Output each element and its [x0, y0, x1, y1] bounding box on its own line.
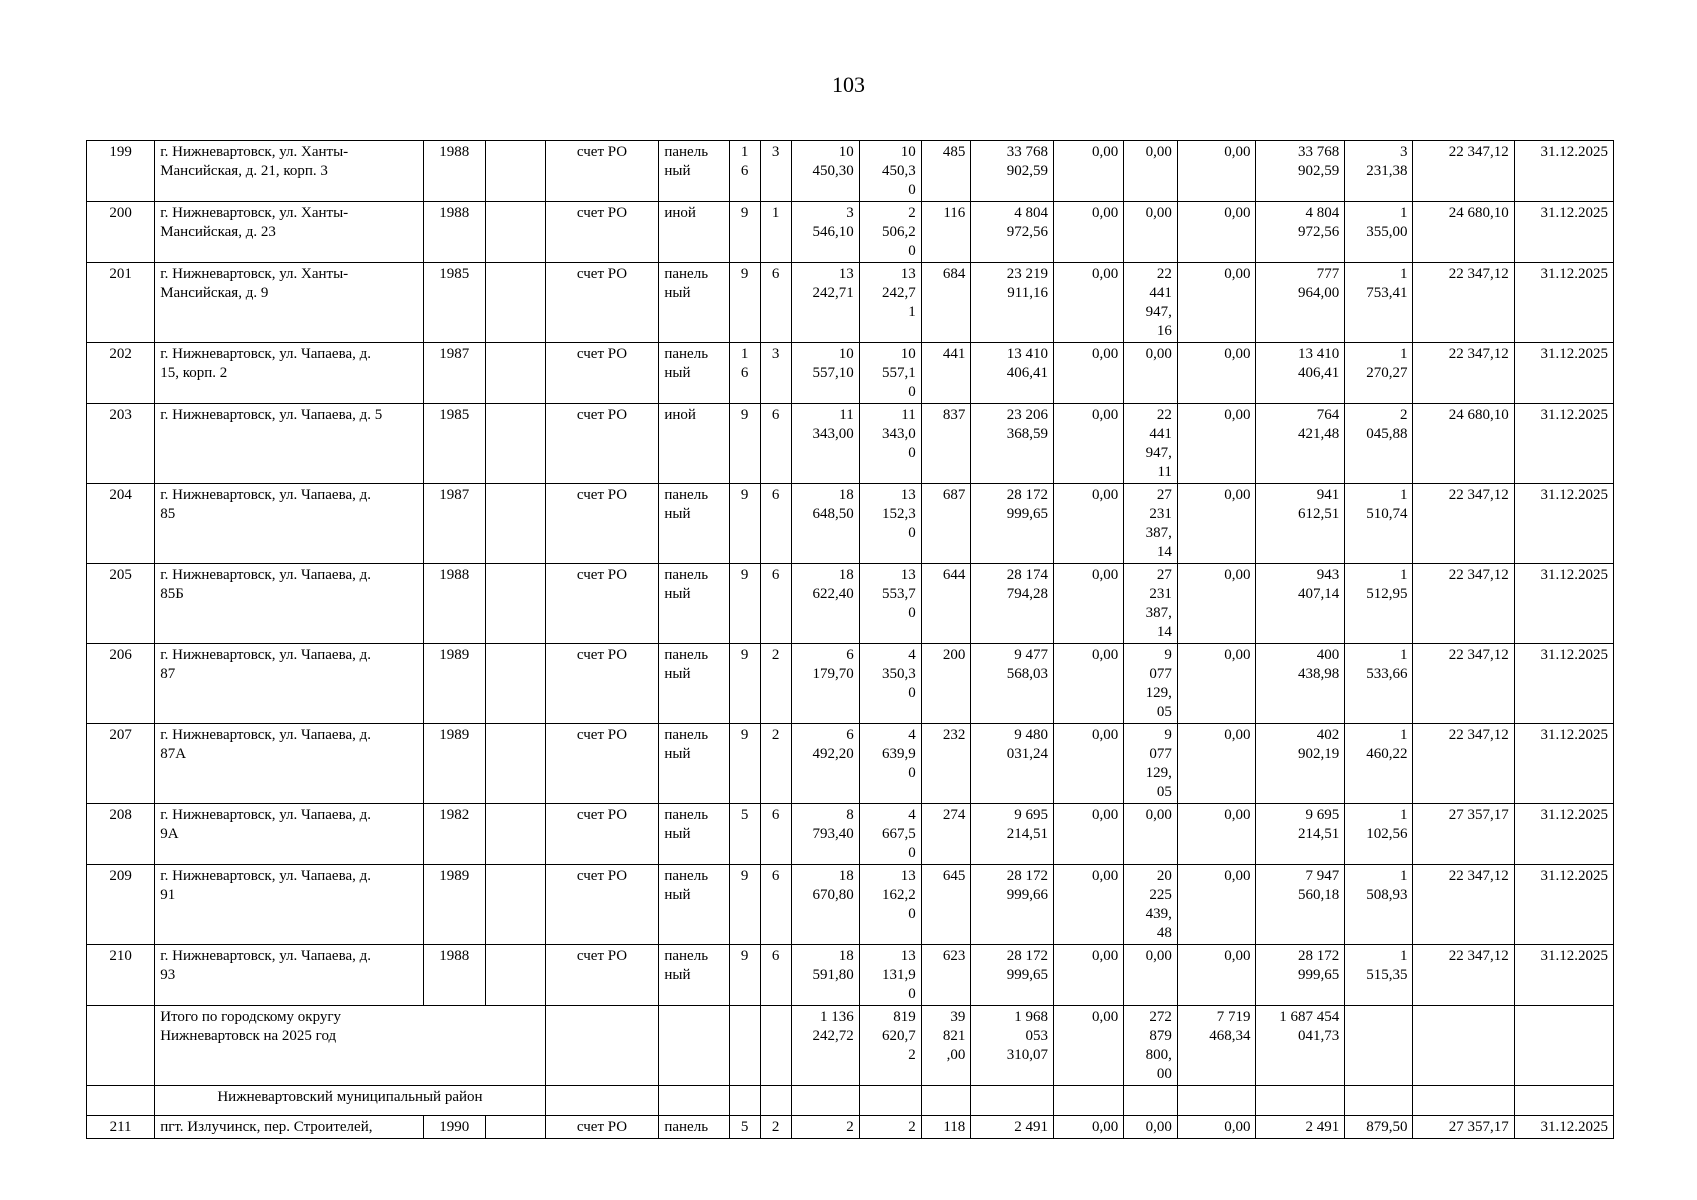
fund-method-cell — [545, 1006, 659, 1086]
floors-cell — [729, 1006, 760, 1086]
address-cell: г. Нижневартовск, ул. Ханты- Мансийская, д. 23 — [155, 202, 424, 263]
total-area-cell: 13 242,71 — [791, 263, 859, 343]
residents-cell: 684 — [921, 263, 971, 343]
total-cost-cell: 23 206 368,59 — [971, 404, 1054, 484]
address-cell: г. Нижневартовск, ул. Чапаева, д. 5 — [155, 404, 424, 484]
empty-cell — [485, 484, 545, 564]
total-row — [87, 1006, 1614, 1086]
total-area-cell: 1 136 242,72 — [791, 1006, 859, 1086]
residents-cell: 118 — [921, 1116, 971, 1139]
empty-cell — [1413, 1086, 1514, 1116]
entrances-cell: 2 — [760, 724, 791, 804]
cost-col-1-cell: 0,00 — [1053, 1116, 1123, 1139]
empty-cell — [485, 343, 545, 404]
residents-cell: 485 — [921, 141, 971, 202]
address-cell: г. Нижневартовск, ул. Чапаева, д. 87А — [155, 724, 424, 804]
living-area-cell: 10 450,3 0 — [859, 141, 921, 202]
residents-cell: 39 821 ,00 — [921, 1006, 971, 1086]
cost-col-1-cell: 0,00 — [1053, 263, 1123, 343]
row-number-cell: 211 — [87, 1116, 155, 1139]
total-cost-cell: 33 768 902,59 — [971, 141, 1054, 202]
housing-registry-table — [86, 140, 1614, 1139]
living-area-cell: 4 667,5 0 — [859, 804, 921, 865]
living-area-cell: 2 506,2 0 — [859, 202, 921, 263]
cost-col-3-cell: 0,00 — [1177, 343, 1256, 404]
cost-col-3-cell: 0,00 — [1177, 484, 1256, 564]
residents-cell: 837 — [921, 404, 971, 484]
total-area-cell: 2 — [791, 1116, 859, 1139]
cost-col-1-cell: 0,00 — [1053, 484, 1123, 564]
empty-cell — [1177, 1086, 1256, 1116]
wall-material-cell: панель ный — [659, 724, 729, 804]
address-cell: пгт. Излучинск, пер. Строителей, — [155, 1116, 424, 1139]
cost-col-2-cell: 20 225 439, 48 — [1124, 865, 1178, 945]
cost-col-1-cell: 0,00 — [1053, 945, 1123, 1006]
address-cell: г. Нижневартовск, ул. Чапаева, д. 85Б — [155, 564, 424, 644]
year-cell: 1982 — [423, 804, 485, 865]
empty-cell — [1053, 1086, 1123, 1116]
total-area-cell: 18 622,40 — [791, 564, 859, 644]
cost-col-1-cell: 0,00 — [1053, 141, 1123, 202]
total-area-cell: 3 546,10 — [791, 202, 859, 263]
cost-col-2-cell: 0,00 — [1124, 1116, 1178, 1139]
empty-cell — [659, 1086, 729, 1116]
cost-per-m2-cell: 1 510,74 — [1345, 484, 1413, 564]
row-number-cell: 206 — [87, 644, 155, 724]
empty-cell — [1514, 1086, 1613, 1116]
residents-cell: 687 — [921, 484, 971, 564]
table-row — [87, 404, 1614, 484]
cost-col-2-cell: 22 441 947, 11 — [1124, 404, 1178, 484]
residents-cell: 645 — [921, 865, 971, 945]
floors-cell: 9 — [729, 263, 760, 343]
cost-col-4-cell: 9 695 214,51 — [1256, 804, 1345, 865]
empty-cell — [921, 1086, 971, 1116]
table-row — [87, 804, 1614, 865]
wall-material-cell: панель ный — [659, 141, 729, 202]
wall-material-cell: панель — [659, 1116, 729, 1139]
table-row — [87, 564, 1614, 644]
fund-method-cell: счет РО — [545, 865, 659, 945]
row-number-cell: 201 — [87, 263, 155, 343]
fund-method-cell: счет РО — [545, 343, 659, 404]
row-number-cell: 199 — [87, 141, 155, 202]
wall-material-cell: панель ный — [659, 343, 729, 404]
empty-cell — [1256, 1086, 1345, 1116]
total-area-cell: 11 343,00 — [791, 404, 859, 484]
address-cell: г. Нижневартовск, ул. Чапаева, д. 87 — [155, 644, 424, 724]
empty-cell — [485, 564, 545, 644]
residents-cell: 200 — [921, 644, 971, 724]
table-row — [87, 945, 1614, 1006]
deadline-date-cell: 31.12.2025 — [1514, 343, 1613, 404]
wall-material-cell: панель ный — [659, 865, 729, 945]
table-row — [87, 141, 1614, 202]
cost-col-4-cell: 7 947 560,18 — [1256, 865, 1345, 945]
cost-col-1-cell: 0,00 — [1053, 202, 1123, 263]
floors-cell: 5 — [729, 1116, 760, 1139]
total-cost-cell: 9 480 031,24 — [971, 724, 1054, 804]
fund-method-cell: счет РО — [545, 804, 659, 865]
floors-cell: 9 — [729, 564, 760, 644]
deadline-date-cell: 31.12.2025 — [1514, 141, 1613, 202]
residents-cell: 232 — [921, 724, 971, 804]
fund-method-cell: счет РО — [545, 404, 659, 484]
cost-col-3-cell: 0,00 — [1177, 141, 1256, 202]
year-cell: 1989 — [423, 865, 485, 945]
wall-material-cell: панель ный — [659, 804, 729, 865]
deadline-date-cell — [1514, 1006, 1613, 1086]
floors-cell: 1 6 — [729, 343, 760, 404]
row-number-cell: 205 — [87, 564, 155, 644]
wall-material-cell — [659, 1006, 729, 1086]
living-area-cell: 2 — [859, 1116, 921, 1139]
empty-cell — [485, 945, 545, 1006]
total-label-cell: Итого по городскому округу Нижневартовск на 2025 год — [155, 1006, 546, 1086]
table-row — [87, 1116, 1614, 1139]
cost-col-3-cell: 0,00 — [1177, 404, 1256, 484]
cost-col-4-cell: 941 612,51 — [1256, 484, 1345, 564]
cost-col-4-cell: 13 410 406,41 — [1256, 343, 1345, 404]
residents-cell: 623 — [921, 945, 971, 1006]
empty-cell — [485, 724, 545, 804]
fund-method-cell: счет РО — [545, 263, 659, 343]
cost-per-m2-cell: 2 045,88 — [1345, 404, 1413, 484]
table-row — [87, 865, 1614, 945]
empty-cell — [859, 1086, 921, 1116]
fund-method-cell: счет РО — [545, 202, 659, 263]
cost-col-2-cell: 272 879 800, 00 — [1124, 1006, 1178, 1086]
empty-cell — [485, 263, 545, 343]
limit-cost-cell: 22 347,12 — [1413, 945, 1514, 1006]
limit-cost-cell: 27 357,17 — [1413, 804, 1514, 865]
fund-method-cell: счет РО — [545, 1116, 659, 1139]
cost-col-2-cell: 0,00 — [1124, 343, 1178, 404]
cost-col-4-cell: 777 964,00 — [1256, 263, 1345, 343]
cost-col-4-cell: 764 421,48 — [1256, 404, 1345, 484]
address-cell: г. Нижневартовск, ул. Чапаева, д. 15, корп. 2 — [155, 343, 424, 404]
year-cell: 1985 — [423, 404, 485, 484]
cost-col-2-cell: 22 441 947, 16 — [1124, 263, 1178, 343]
cost-per-m2-cell: 3 231,38 — [1345, 141, 1413, 202]
year-cell: 1989 — [423, 644, 485, 724]
living-area-cell: 819 620,7 2 — [859, 1006, 921, 1086]
empty-cell — [791, 1086, 859, 1116]
cost-col-2-cell: 27 231 387, 14 — [1124, 484, 1178, 564]
table-row — [87, 202, 1614, 263]
limit-cost-cell: 24 680,10 — [1413, 404, 1514, 484]
total-cost-cell: 23 219 911,16 — [971, 263, 1054, 343]
entrances-cell: 6 — [760, 804, 791, 865]
cost-col-2-cell: 9 077 129, 05 — [1124, 644, 1178, 724]
fund-method-cell: счет РО — [545, 564, 659, 644]
cost-col-4-cell: 2 491 — [1256, 1116, 1345, 1139]
address-cell: г. Нижневартовск, ул. Чапаева, д. 85 — [155, 484, 424, 564]
total-cost-cell: 1 968 053 310,07 — [971, 1006, 1054, 1086]
cost-col-4-cell: 943 407,14 — [1256, 564, 1345, 644]
entrances-cell: 3 — [760, 141, 791, 202]
year-cell: 1988 — [423, 945, 485, 1006]
deadline-date-cell: 31.12.2025 — [1514, 404, 1613, 484]
wall-material-cell: панель ный — [659, 564, 729, 644]
total-cost-cell: 28 172 999,65 — [971, 484, 1054, 564]
limit-cost-cell: 22 347,12 — [1413, 724, 1514, 804]
cost-per-m2-cell: 1 508,93 — [1345, 865, 1413, 945]
living-area-cell: 13 152,3 0 — [859, 484, 921, 564]
fund-method-cell: счет РО — [545, 484, 659, 564]
cost-col-3-cell: 0,00 — [1177, 804, 1256, 865]
limit-cost-cell: 22 347,12 — [1413, 564, 1514, 644]
address-cell: г. Нижневартовск, ул. Чапаева, д. 91 — [155, 865, 424, 945]
cost-per-m2-cell: 1 102,56 — [1345, 804, 1413, 865]
deadline-date-cell: 31.12.2025 — [1514, 202, 1613, 263]
limit-cost-cell: 22 347,12 — [1413, 263, 1514, 343]
fund-method-cell: счет РО — [545, 644, 659, 724]
fund-method-cell: счет РО — [545, 724, 659, 804]
living-area-cell: 13 553,7 0 — [859, 564, 921, 644]
limit-cost-cell: 22 347,12 — [1413, 141, 1514, 202]
living-area-cell: 11 343,0 0 — [859, 404, 921, 484]
total-cost-cell: 28 174 794,28 — [971, 564, 1054, 644]
cost-col-4-cell: 1 687 454 041,73 — [1256, 1006, 1345, 1086]
address-cell: г. Нижневартовск, ул. Ханты- Мансийская, д. 9 — [155, 263, 424, 343]
total-cost-cell: 13 410 406,41 — [971, 343, 1054, 404]
row-number-cell: 200 — [87, 202, 155, 263]
table-row — [87, 343, 1614, 404]
row-number-cell: 203 — [87, 404, 155, 484]
total-area-cell: 18 648,50 — [791, 484, 859, 564]
empty-cell — [545, 1086, 659, 1116]
cost-col-3-cell: 0,00 — [1177, 724, 1256, 804]
living-area-cell: 4 350,3 0 — [859, 644, 921, 724]
row-number-cell: 202 — [87, 343, 155, 404]
wall-material-cell: панель ный — [659, 644, 729, 724]
year-cell: 1988 — [423, 564, 485, 644]
cost-col-2-cell: 0,00 — [1124, 202, 1178, 263]
table-row — [87, 263, 1614, 343]
cost-col-1-cell: 0,00 — [1053, 644, 1123, 724]
empty-cell — [485, 644, 545, 724]
living-area-cell: 10 557,1 0 — [859, 343, 921, 404]
cost-col-3-cell: 0,00 — [1177, 865, 1256, 945]
limit-cost-cell: 22 347,12 — [1413, 484, 1514, 564]
total-area-cell: 10 557,10 — [791, 343, 859, 404]
wall-material-cell: иной — [659, 202, 729, 263]
living-area-cell: 4 639,9 0 — [859, 724, 921, 804]
total-cost-cell: 9 695 214,51 — [971, 804, 1054, 865]
total-area-cell: 8 793,40 — [791, 804, 859, 865]
table-row — [87, 724, 1614, 804]
living-area-cell: 13 162,2 0 — [859, 865, 921, 945]
empty-cell — [485, 1116, 545, 1139]
limit-cost-cell: 27 357,17 — [1413, 1116, 1514, 1139]
year-cell: 1988 — [423, 202, 485, 263]
row-number-cell: 209 — [87, 865, 155, 945]
cost-col-1-cell: 0,00 — [1053, 404, 1123, 484]
cost-per-m2-cell: 879,50 — [1345, 1116, 1413, 1139]
total-cost-cell: 28 172 999,65 — [971, 945, 1054, 1006]
cost-col-3-cell: 0,00 — [1177, 1116, 1256, 1139]
limit-cost-cell: 24 680,10 — [1413, 202, 1514, 263]
cost-per-m2-cell: 1 753,41 — [1345, 263, 1413, 343]
residents-cell: 116 — [921, 202, 971, 263]
cost-col-4-cell: 402 902,19 — [1256, 724, 1345, 804]
total-cost-cell: 9 477 568,03 — [971, 644, 1054, 724]
cost-per-m2-cell: 1 270,27 — [1345, 343, 1413, 404]
floors-cell: 9 — [729, 865, 760, 945]
cost-col-3-cell: 0,00 — [1177, 263, 1256, 343]
limit-cost-cell — [1413, 1006, 1514, 1086]
empty-cell — [729, 1086, 760, 1116]
residents-cell: 644 — [921, 564, 971, 644]
deadline-date-cell: 31.12.2025 — [1514, 804, 1613, 865]
empty-cell — [485, 141, 545, 202]
cost-col-1-cell: 0,00 — [1053, 343, 1123, 404]
address-cell: г. Нижневартовск, ул. Ханты- Мансийская, д. 21, корп. 3 — [155, 141, 424, 202]
entrances-cell: 3 — [760, 343, 791, 404]
row-number-cell: 207 — [87, 724, 155, 804]
empty-cell — [971, 1086, 1054, 1116]
cost-col-1-cell: 0,00 — [1053, 1006, 1123, 1086]
fund-method-cell: счет РО — [545, 141, 659, 202]
cost-col-4-cell: 400 438,98 — [1256, 644, 1345, 724]
floors-cell: 1 6 — [729, 141, 760, 202]
cost-col-4-cell: 4 804 972,56 — [1256, 202, 1345, 263]
address-cell: г. Нижневартовск, ул. Чапаева, д. 93 — [155, 945, 424, 1006]
year-cell: 1985 — [423, 263, 485, 343]
table-row — [87, 484, 1614, 564]
cost-col-1-cell: 0,00 — [1053, 804, 1123, 865]
total-cost-cell: 4 804 972,56 — [971, 202, 1054, 263]
deadline-date-cell: 31.12.2025 — [1514, 1116, 1613, 1139]
total-cost-cell: 2 491 — [971, 1116, 1054, 1139]
deadline-date-cell: 31.12.2025 — [1514, 644, 1613, 724]
entrances-cell: 2 — [760, 1116, 791, 1139]
section-row — [87, 1086, 1614, 1116]
cost-col-2-cell: 9 077 129, 05 — [1124, 724, 1178, 804]
cost-col-2-cell: 27 231 387, 14 — [1124, 564, 1178, 644]
deadline-date-cell: 31.12.2025 — [1514, 564, 1613, 644]
cost-per-m2-cell: 1 515,35 — [1345, 945, 1413, 1006]
total-area-cell: 6 492,20 — [791, 724, 859, 804]
deadline-date-cell: 31.12.2025 — [1514, 945, 1613, 1006]
limit-cost-cell: 22 347,12 — [1413, 644, 1514, 724]
cost-col-2-cell: 0,00 — [1124, 804, 1178, 865]
cost-col-3-cell: 0,00 — [1177, 644, 1256, 724]
page-number: 103 — [832, 72, 865, 97]
year-cell: 1987 — [423, 343, 485, 404]
row-number-cell — [87, 1006, 155, 1086]
row-number-cell — [87, 1086, 155, 1116]
residents-cell: 441 — [921, 343, 971, 404]
cost-col-1-cell: 0,00 — [1053, 865, 1123, 945]
empty-cell — [760, 1086, 791, 1116]
year-cell: 1987 — [423, 484, 485, 564]
address-cell: г. Нижневартовск, ул. Чапаева, д. 9А — [155, 804, 424, 865]
cost-per-m2-cell — [1345, 1006, 1413, 1086]
total-cost-cell: 28 172 999,66 — [971, 865, 1054, 945]
cost-per-m2-cell: 1 512,95 — [1345, 564, 1413, 644]
cost-per-m2-cell: 1 460,22 — [1345, 724, 1413, 804]
fund-method-cell: счет РО — [545, 945, 659, 1006]
living-area-cell: 13 242,7 1 — [859, 263, 921, 343]
total-area-cell: 18 670,80 — [791, 865, 859, 945]
deadline-date-cell: 31.12.2025 — [1514, 263, 1613, 343]
entrances-cell: 6 — [760, 564, 791, 644]
total-area-cell: 10 450,30 — [791, 141, 859, 202]
floors-cell: 9 — [729, 945, 760, 1006]
cost-col-3-cell: 0,00 — [1177, 945, 1256, 1006]
floors-cell: 9 — [729, 724, 760, 804]
cost-col-1-cell: 0,00 — [1053, 564, 1123, 644]
residents-cell: 274 — [921, 804, 971, 865]
entrances-cell: 6 — [760, 263, 791, 343]
floors-cell: 9 — [729, 404, 760, 484]
total-area-cell: 18 591,80 — [791, 945, 859, 1006]
empty-cell — [1345, 1086, 1413, 1116]
entrances-cell: 6 — [760, 865, 791, 945]
cost-col-2-cell: 0,00 — [1124, 141, 1178, 202]
floors-cell: 9 — [729, 484, 760, 564]
total-area-cell: 6 179,70 — [791, 644, 859, 724]
wall-material-cell: панель ный — [659, 484, 729, 564]
deadline-date-cell: 31.12.2025 — [1514, 724, 1613, 804]
year-cell: 1990 — [423, 1116, 485, 1139]
cost-col-3-cell: 0,00 — [1177, 202, 1256, 263]
living-area-cell: 13 131,9 0 — [859, 945, 921, 1006]
cost-col-2-cell: 0,00 — [1124, 945, 1178, 1006]
row-number-cell: 204 — [87, 484, 155, 564]
cost-col-1-cell: 0,00 — [1053, 724, 1123, 804]
table-body — [87, 141, 1614, 1139]
cost-per-m2-cell: 1 355,00 — [1345, 202, 1413, 263]
empty-cell — [485, 202, 545, 263]
entrances-cell: 6 — [760, 484, 791, 564]
year-cell: 1989 — [423, 724, 485, 804]
entrances-cell: 1 — [760, 202, 791, 263]
cost-col-3-cell: 7 719 468,34 — [1177, 1006, 1256, 1086]
floors-cell: 9 — [729, 202, 760, 263]
deadline-date-cell: 31.12.2025 — [1514, 484, 1613, 564]
entrances-cell: 2 — [760, 644, 791, 724]
empty-cell — [485, 404, 545, 484]
deadline-date-cell: 31.12.2025 — [1514, 865, 1613, 945]
empty-cell — [485, 865, 545, 945]
empty-cell — [1124, 1086, 1178, 1116]
entrances-cell: 6 — [760, 945, 791, 1006]
section-title-cell: Нижневартовский муниципальный район — [155, 1086, 546, 1116]
cost-per-m2-cell: 1 533,66 — [1345, 644, 1413, 724]
wall-material-cell: панель ный — [659, 945, 729, 1006]
row-number-cell: 208 — [87, 804, 155, 865]
entrances-cell — [760, 1006, 791, 1086]
floors-cell: 5 — [729, 804, 760, 865]
floors-cell: 9 — [729, 644, 760, 724]
table-row — [87, 644, 1614, 724]
cost-col-4-cell: 33 768 902,59 — [1256, 141, 1345, 202]
cost-col-3-cell: 0,00 — [1177, 564, 1256, 644]
limit-cost-cell: 22 347,12 — [1413, 865, 1514, 945]
year-cell: 1988 — [423, 141, 485, 202]
wall-material-cell: панель ный — [659, 263, 729, 343]
wall-material-cell: иной — [659, 404, 729, 484]
entrances-cell: 6 — [760, 404, 791, 484]
limit-cost-cell: 22 347,12 — [1413, 343, 1514, 404]
row-number-cell: 210 — [87, 945, 155, 1006]
cost-col-4-cell: 28 172 999,65 — [1256, 945, 1345, 1006]
empty-cell — [485, 804, 545, 865]
